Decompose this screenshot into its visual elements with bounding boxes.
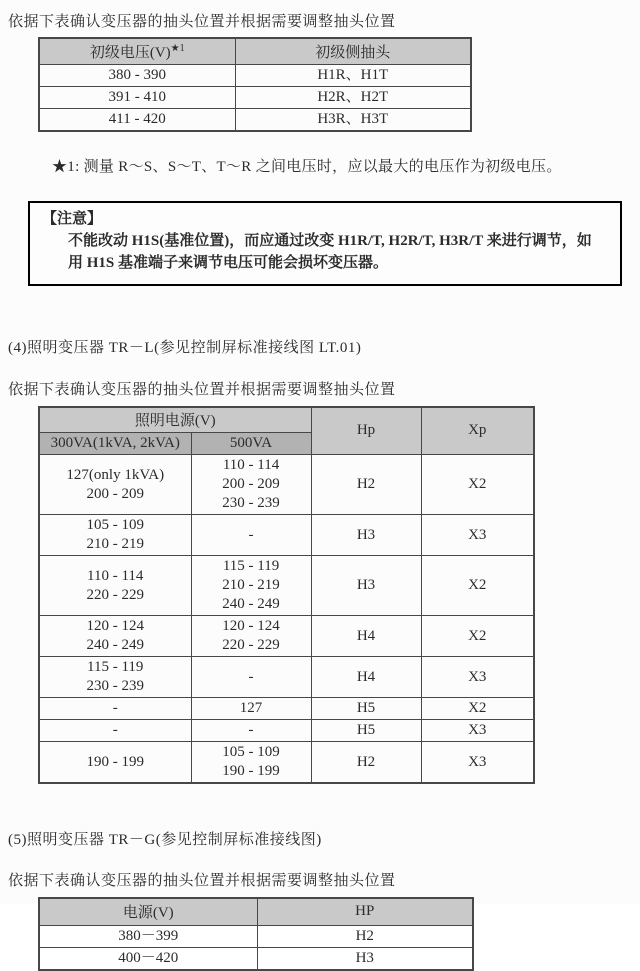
- notice-body: 不能改动 H1S(基准位置)，而应通过改变 H1R/T, H2R/T, H3R/T 来进行调节，如用 H1S 基准端子来调节电压可能会损坏变压器。: [68, 232, 592, 271]
- table-cell: -: [191, 657, 311, 698]
- table-cell: X3: [421, 515, 534, 556]
- table-cell: H3: [257, 947, 473, 970]
- table-cell: 380 - 390: [39, 64, 235, 86]
- table-row: [39, 108, 471, 131]
- table-row: [39, 86, 471, 108]
- table-cell: -: [191, 720, 311, 742]
- table-row: [39, 616, 534, 657]
- table-row: [39, 720, 534, 742]
- table-row: [39, 925, 473, 947]
- intro-text-section5: 依据下表确认变压器的抽头位置并根据需要调整抽头位置: [8, 873, 396, 889]
- table-row: [39, 742, 534, 784]
- table-row: [39, 64, 471, 86]
- hp-header: HP: [257, 898, 473, 925]
- table-cell: 105 - 109 190 - 199: [191, 742, 311, 784]
- table-cell: H3: [311, 556, 421, 616]
- table-cell: H5: [311, 698, 421, 720]
- table-cell: H3R、H3T: [235, 108, 471, 131]
- table-cell: 127(only 1kVA) 200 - 209: [39, 455, 191, 515]
- xp-column-header: Xp: [421, 407, 534, 455]
- table-cell: 190 - 199: [39, 742, 191, 784]
- star-superscript: ★1: [170, 42, 185, 54]
- table-header-row: [39, 38, 471, 64]
- table-cell: 400－420: [39, 947, 257, 970]
- table-cell: X2: [421, 556, 534, 616]
- primary-voltage-table: [38, 37, 472, 132]
- table-cell: 120 - 124 220 - 229: [191, 616, 311, 657]
- table-cell: H2R、H2T: [235, 86, 471, 108]
- table-cell: 110 - 114 200 - 209 230 - 239: [191, 455, 311, 515]
- table-cell: -: [191, 515, 311, 556]
- table-cell: X2: [421, 455, 534, 515]
- table-cell: 120 - 124 240 - 249: [39, 616, 191, 657]
- primary-tap-header: 初级侧抽头: [235, 38, 471, 64]
- table-cell: 391 - 410: [39, 86, 235, 108]
- table-cell: 127: [191, 698, 311, 720]
- hp-column-header: Hp: [311, 407, 421, 455]
- table-cell: H1R、H1T: [235, 64, 471, 86]
- table-cell: 105 - 109 210 - 219: [39, 515, 191, 556]
- lighting-table-body: [39, 455, 534, 784]
- intro-text-section4: 依据下表确认变压器的抽头位置并根据需要调整抽头位置: [8, 381, 396, 398]
- subheader-300va: 300VA(1kVA, 2kVA): [39, 433, 191, 455]
- table-cell: X2: [421, 616, 534, 657]
- lighting-power-header: 照明电源(V): [39, 407, 311, 433]
- table-cell: -: [39, 698, 191, 720]
- power-header: 电源(V): [39, 898, 257, 925]
- section5-heading: (5)照明变压器 TR－G(参见控制屏标准接线图): [8, 832, 322, 848]
- table-row: [39, 455, 534, 515]
- table-cell: 115 - 119 230 - 239: [39, 657, 191, 698]
- power-table-body: [39, 925, 473, 970]
- table-cell: 411 - 420: [39, 108, 235, 131]
- table-cell: H4: [311, 657, 421, 698]
- section4-heading: (4)照明变压器 TR－L(参见控制屏标准接线图 LT.01): [8, 339, 362, 356]
- table-row: [39, 947, 473, 970]
- primary-voltage-header: 初级电压$(V)^{★1}$: [39, 38, 235, 64]
- primary-table-body: [39, 64, 471, 131]
- table-row: [39, 515, 534, 556]
- table-cell: H5: [311, 720, 421, 742]
- table-cell: H4: [311, 616, 421, 657]
- subheader-500va: 500VA: [191, 433, 311, 455]
- lighting-transformer-table: [38, 406, 535, 785]
- table-cell: 115 - 119 210 - 219 240 - 249: [191, 556, 311, 616]
- table-group-header-row: [39, 407, 534, 433]
- table-row: [39, 698, 534, 720]
- intro-text-top: 依据下表确认变压器的抽头位置并根据需要调整抽头位置: [8, 14, 396, 30]
- table-cell: X3: [421, 657, 534, 698]
- table-cell: H2: [311, 742, 421, 784]
- table-cell: X3: [421, 742, 534, 784]
- table-row: [39, 556, 534, 616]
- notice-title: 【注意】: [42, 210, 103, 227]
- table-cell: H2: [311, 455, 421, 515]
- table-row: [39, 657, 534, 698]
- table-cell: 110 - 114 220 - 229: [39, 556, 191, 616]
- table-cell: X3: [421, 720, 534, 742]
- table-cell: H3: [311, 515, 421, 556]
- table-cell: 380－399: [39, 925, 257, 947]
- star-footnote: ★1: 测量 R～S、S～T、T～R 之间电压时，应以最大的电压作为初级电压。: [52, 158, 562, 175]
- table-cell: -: [39, 720, 191, 742]
- notice-box: [28, 201, 622, 286]
- table-cell: H2: [257, 925, 473, 947]
- table-cell: X2: [421, 698, 534, 720]
- power-supply-table: [38, 897, 474, 971]
- table-header-row: [39, 898, 473, 925]
